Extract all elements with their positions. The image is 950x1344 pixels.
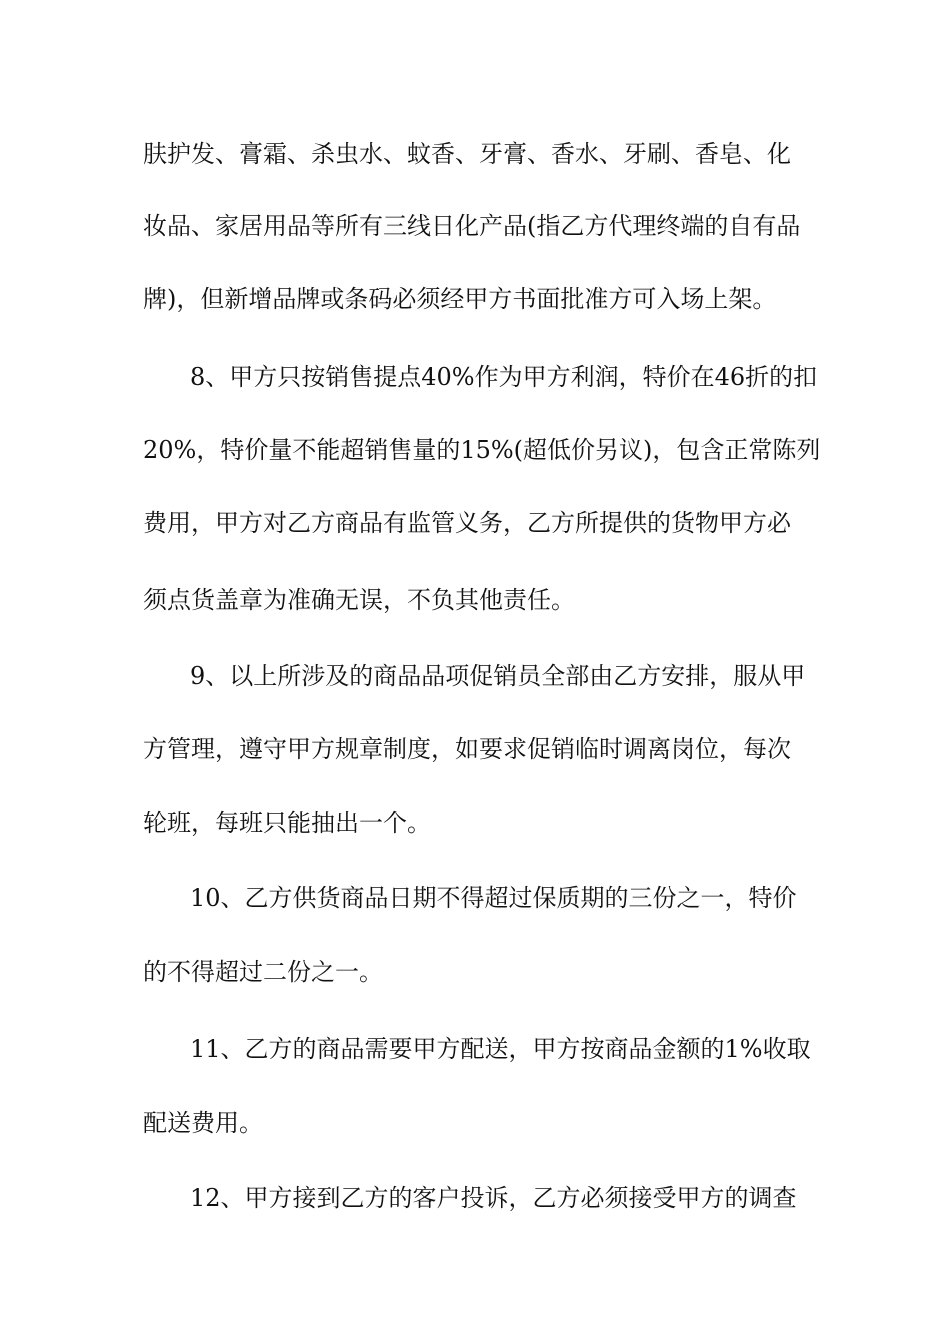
paragraph-line: 轮班，每班只能抽出一个。 xyxy=(143,809,431,837)
paragraph-line: 方管理，遵守甲方规章制度，如要求促销临时调离岗位，每次 xyxy=(143,735,791,763)
clause-9-line: 9、以上所涉及的商品品项促销员全部由乙方安排，服从甲 xyxy=(190,662,806,690)
paragraph-line: 须点货盖章为准确无误，不负其他责任。 xyxy=(143,586,575,614)
paragraph-line: 妆品、家居用品等所有三线日化产品(指乙方代理终端的自有品 xyxy=(143,212,801,240)
clause-8-line: 8、甲方只按销售提点40%作为甲方利润，特价在46折的扣 xyxy=(190,363,818,391)
clause-12-line: 12、甲方接到乙方的客户投诉，乙方必须接受甲方的调查 xyxy=(190,1184,797,1212)
paragraph-line: 肤护发、膏霜、杀虫水、蚊香、牙膏、香水、牙刷、香皂、化 xyxy=(143,140,791,168)
paragraph-line: 20%，特价量不能超销售量的15%(超低价另议)，包含正常陈列 xyxy=(143,436,821,464)
clause-10-line: 10、乙方供货商品日期不得超过保质期的三份之一，特价 xyxy=(190,884,797,912)
paragraph-line: 牌)，但新增品牌或条码必须经甲方书面批准方可入场上架。 xyxy=(143,285,777,313)
clause-11-line: 11、乙方的商品需要甲方配送，甲方按商品金额的1%收取 xyxy=(190,1035,811,1063)
paragraph-line: 费用，甲方对乙方商品有监管义务，乙方所提供的货物甲方必 xyxy=(143,509,791,537)
paragraph-line: 配送费用。 xyxy=(143,1109,263,1137)
paragraph-line: 的不得超过二份之一。 xyxy=(143,958,383,986)
